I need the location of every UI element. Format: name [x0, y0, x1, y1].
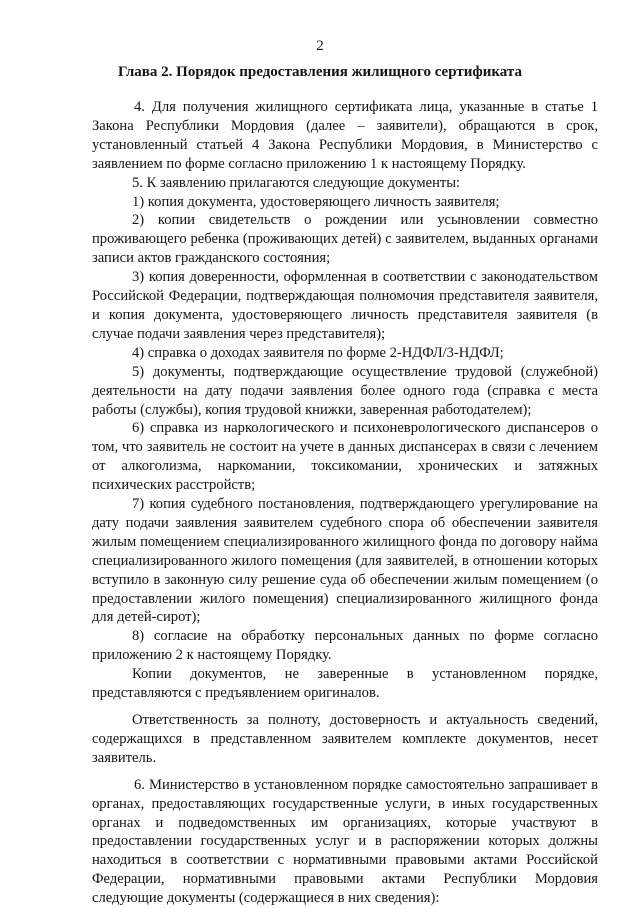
- copies-note: Копии документов, не заверенные в установленном порядке, представляются с предъявлением оригиналов.: [92, 666, 598, 702]
- paragraph-6: 6. Министерство в установленном порядке самостоятельно запрашивает в органах, предоставляющих государственные услуги, в иных государственных органах и подведомственных им организациях, которые участвуют в предоставлении государственных услуг и в распоряжении которых должны находиться в соответствии с нормативными правовыми актами Российской Федерации, нормативными правовыми актами Республики Мордовия следующие документы (содержащиеся в них сведения):: [92, 776, 598, 907]
- list-item-2: 2) копии свидетельств о рождении или усыновлении совместно проживающего ребенка (проживающих детей) с заявителем, выданных органами записи актов гражданского состояния;: [92, 212, 598, 267]
- list-item-3: 3) копия доверенности, оформленная в соответствии с законодательством Российской Федерации, подтверждающая полномочия представителя заявителя, и копия документа, удостоверяющего личность представителя заявителя (в случае подачи заявления через представителя);: [92, 269, 598, 342]
- list-item-7: 7) копия судебного постановления, подтверждающего урегулирование на дату подачи заявления заявителем судебного спора об обеспечении заявителя жилым помещением специализированного жилищного фонда по договору найма специализированного жилого помещения (для заявителей, в отношении которых вступило в законную силу решение суда об обеспечении жилым помещением (о предоставлении жилого помещения) специализированного жилищного фонда для детей-сирот);: [92, 496, 598, 626]
- list-item-1: 1) копия документа, удостоверяющего личность заявителя;: [132, 193, 500, 210]
- paragraph-5: 5. К заявлению прилагаются следующие документы:: [132, 174, 461, 191]
- paragraph-4: 4. Для получения жилищного сертификата лица, указанные в статье 1 Закона Республики Мордовия (далее – заявители), обращаются в срок, установленный статьей 4 Закона Республики Мордовия, в Министерство с заявлением по форме согласно приложению 1 к настоящему Порядку.: [92, 99, 598, 172]
- list-item-6: 6) справка из наркологического и психоневрологического диспансеров о том, что заявитель не состоит на учете в данных диспансерах в связи с лечением от алкоголизма, наркомании, токсикомании, хронических и затяжных психических расстройств;: [92, 420, 598, 494]
- list-item-4: 4) справка о доходах заявителя по форме 2-НДФЛ/3-НДФЛ;: [132, 344, 504, 361]
- chapter-title: Глава 2. Порядок предоставления жилищного сертификата: [118, 64, 522, 80]
- list-item-8: 8) согласие на обработку персональных данных по форме согласно приложению 2 к настоящему Порядку.: [92, 628, 598, 664]
- responsibility-note: Ответственность за полноту, достоверность и актуальность сведений, содержащихся в представленном заявителем комплекте документов, несет заявитель.: [92, 712, 598, 766]
- document-body: [92, 98, 598, 908]
- page-number: 2: [316, 38, 324, 54]
- list-item-5: 5) документы, подтверждающие осуществление трудовой (служебной) деятельности на дату подачи заявления более одного года (справка с места работы (службы), копия трудовой книжки, заверенная работодателем);: [92, 363, 598, 418]
